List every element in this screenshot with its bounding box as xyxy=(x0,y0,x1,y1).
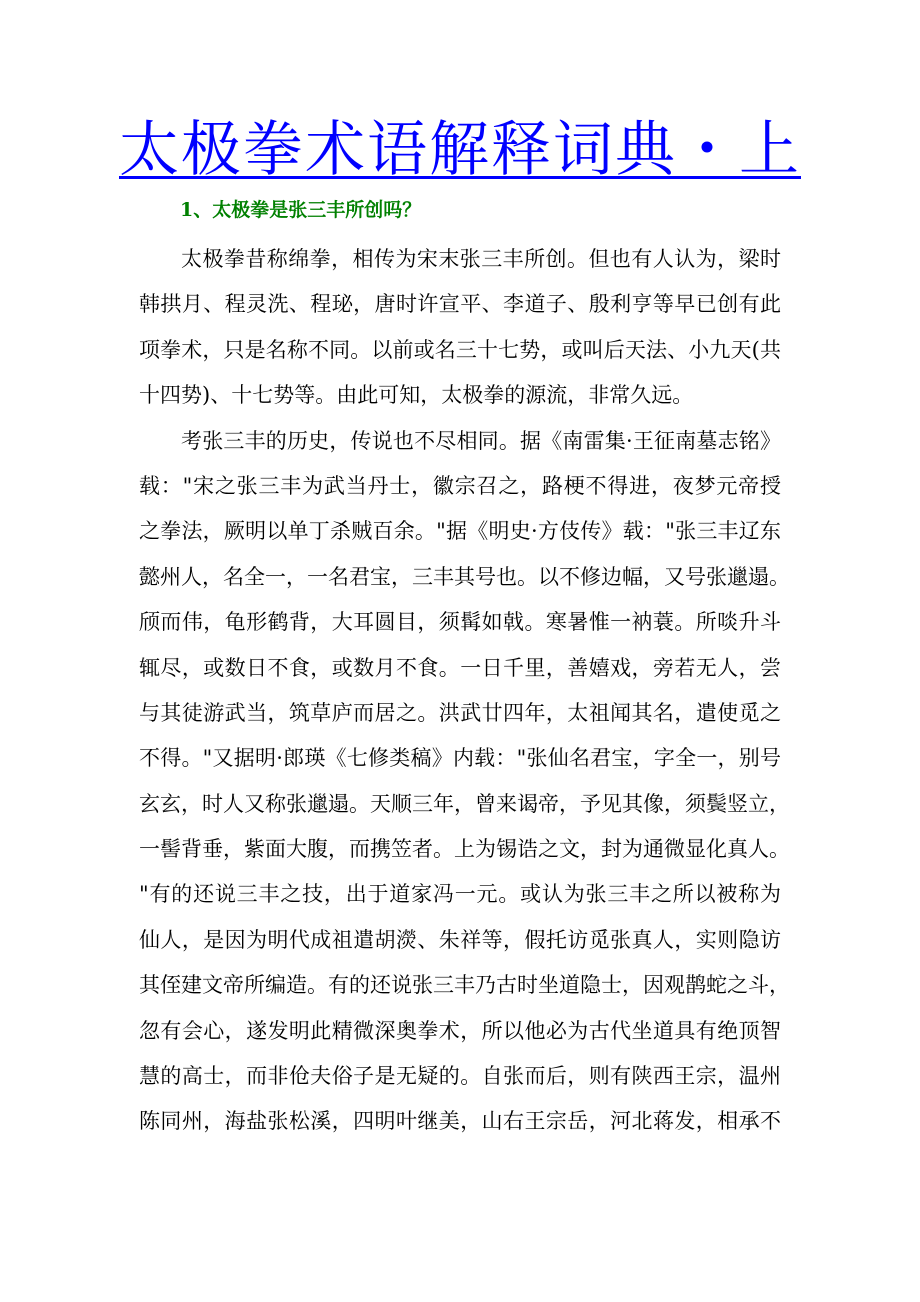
text-line: 其侄建文帝所编造。有的还说张三丰乃古时坐道隐士，因观鹊蛇之斗， xyxy=(139,973,790,998)
text-line: 忽有会心，遂发明此精微深奥拳术，所以他必为古代坐道具有绝顶智 xyxy=(139,1018,781,1043)
text-line: 一髻背垂，紫面大腹，而携笠者。上为锡诰之文，封为通微显化真人。 xyxy=(139,837,790,862)
text-line: 十四势)、十七势等。由此可知，太极拳的源流，非常久远。 xyxy=(139,383,694,408)
text-line: 仙人，是因为明代成祖遣胡濙、朱祥等，假托访觅张真人，实则隐访 xyxy=(139,927,781,952)
text-line: 载："宋之张三丰为武当丹士，徽宗召之，路梗不得进，夜梦元帝授 xyxy=(139,473,781,498)
text-line: 慧的高士，而非伧夫俗子是无疑的。自张而后，则有陕西王宗，温州 xyxy=(139,1064,781,1089)
text-line: 考张三丰的历史，传说也不尽相同。据《南雷集·王征南墓志铭》 xyxy=(181,428,781,453)
text-line: 颀而伟，龟形鹤背，大耳圆目，须髯如戟。寒暑惟一衲蓑。所啖升斗 xyxy=(139,610,781,635)
text-line: 辄尽，或数日不食，或数月不食。一日千里，善嬉戏，旁若无人，尝 xyxy=(139,655,781,680)
body-text xyxy=(139,237,790,1145)
text-line: 韩拱月、程灵洗、程珌，唐时许宣平、李道子、殷利亨等早已创有此 xyxy=(139,292,781,317)
page-title: 太极拳术语解释词典・上 xyxy=(119,115,801,185)
paragraph-2 xyxy=(139,419,790,1145)
text-line: 太极拳昔称绵拳，相传为宋末张三丰所创。但也有人认为，梁时 xyxy=(181,247,781,271)
text-line: 不得。"又据明·郎瑛《七修类稿》内载："张仙名君宝，字全一，别号 xyxy=(139,746,781,771)
text-line: "有的还说三丰之技，出于道家冯一元。或认为张三丰之所以被称为 xyxy=(139,882,781,907)
paragraph-1 xyxy=(139,237,781,419)
text-line: 之拳法，厥明以单丁杀贼百余。"据《明史·方伎传》载："张三丰辽东 xyxy=(139,519,781,544)
section-heading: 1、太极拳是张三丰所创吗？ xyxy=(180,199,422,221)
text-line: 玄玄，时人又称张邋遢。天顺三年，曾来谒帝，予见其像，须鬓竖立， xyxy=(139,791,790,816)
text-line: 陈同州，海盐张松溪，四明叶继美，山右王宗岳，河北蒋发，相承不 xyxy=(139,1109,781,1134)
text-line: 与其徒游武当，筑草庐而居之。洪武廿四年，太祖闻其名，遣使觅之 xyxy=(139,700,781,725)
text-line: 项拳术，只是名称不同。以前或名三十七势，或叫后天法、小九天(共 xyxy=(139,337,781,362)
text-line: 懿州人，名全一，一名君宝，三丰其号也。以不修边幅，又号张邋遢。 xyxy=(139,564,790,589)
